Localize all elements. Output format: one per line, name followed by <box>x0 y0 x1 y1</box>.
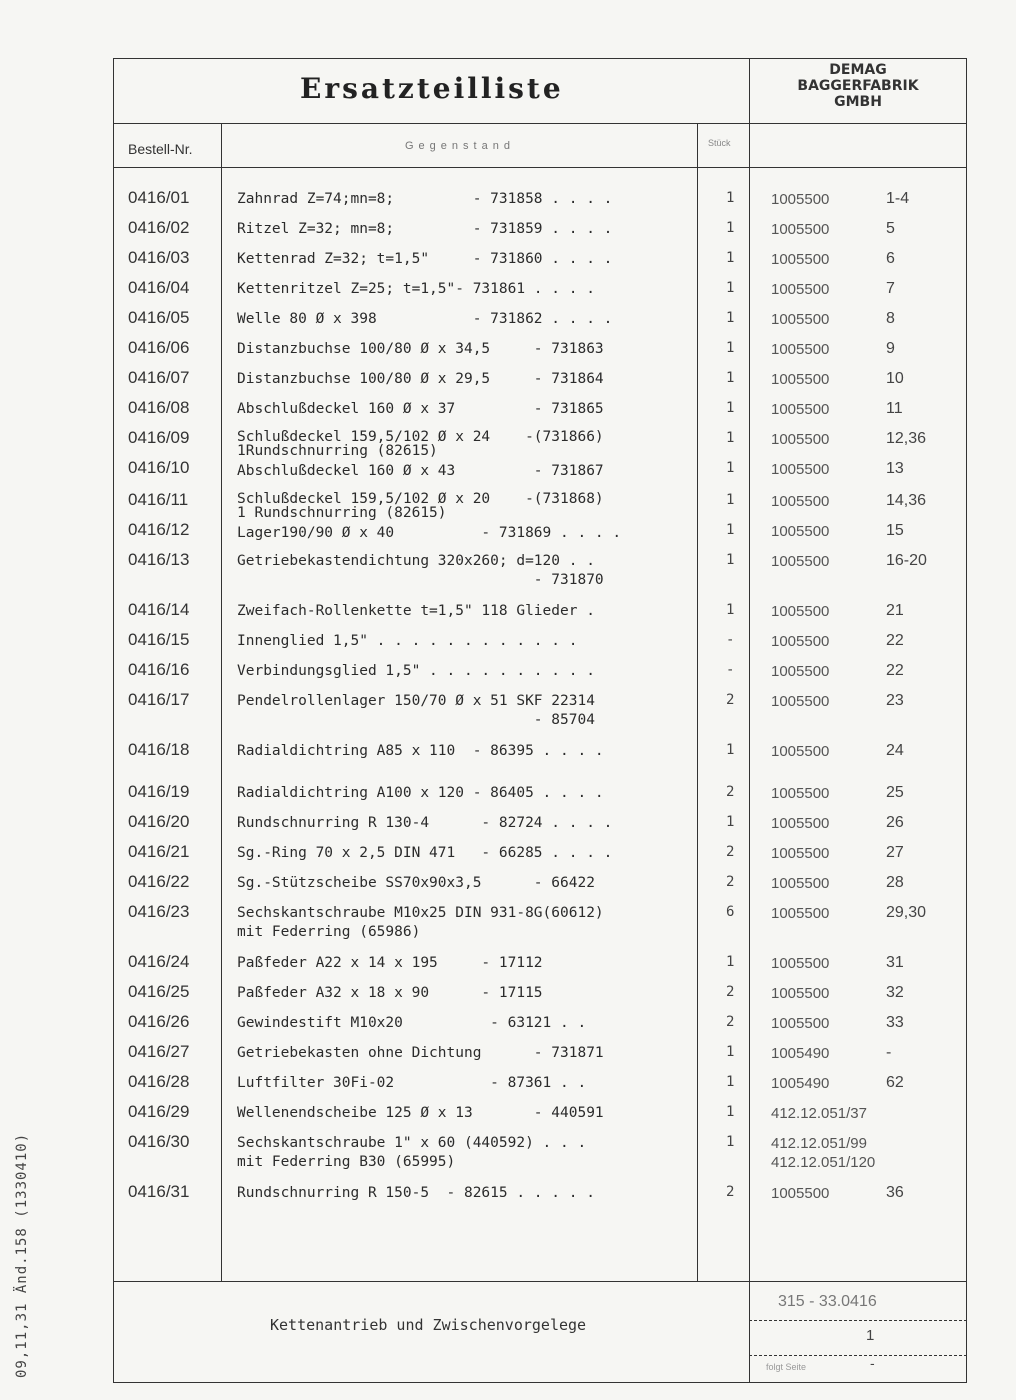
part-quantity: 2 <box>726 1014 735 1030</box>
table-row <box>0 1012 1016 1042</box>
table-row <box>0 338 1016 368</box>
part-number: 0416/03 <box>128 248 190 267</box>
part-number: 0416/24 <box>128 952 190 971</box>
table-row <box>0 1102 1016 1132</box>
part-quantity: 1 <box>726 400 735 416</box>
part-number: 0416/13 <box>128 550 190 569</box>
part-quantity: 1 <box>726 1074 735 1090</box>
table-row <box>0 902 1016 940</box>
part-position: 26 <box>886 814 904 831</box>
table-row <box>0 690 1016 728</box>
header-divider <box>113 123 967 124</box>
table-row <box>0 218 1016 248</box>
part-quantity: 2 <box>726 844 735 860</box>
part-reference: 1005500 <box>771 743 830 760</box>
column-header-gegenstand: Gegenstand <box>405 140 515 152</box>
part-reference: 1005500 <box>771 875 830 892</box>
part-position: 11 <box>886 400 903 417</box>
table-row <box>0 550 1016 588</box>
part-quantity: 1 <box>726 220 735 236</box>
table-row <box>0 1042 1016 1072</box>
part-description: Abschlußdeckel 160 Ø x 43 - 731867 <box>237 463 604 479</box>
part-position: 15 <box>886 522 904 539</box>
part-quantity: 6 <box>726 904 735 920</box>
part-description: Distanzbuchse 100/80 Ø x 29,5 - 731864 <box>237 371 604 387</box>
part-position: 6 <box>886 250 895 267</box>
part-position: 23 <box>886 692 904 709</box>
part-position: 16-20 <box>886 552 927 569</box>
part-position: 62 <box>886 1074 904 1091</box>
assembly-title: Kettenantrieb und Zwischenvorgelege <box>270 1316 587 1334</box>
part-position: 27 <box>886 844 904 861</box>
part-description: Innenglied 1,5" . . . . . . . . . . . . <box>237 633 578 649</box>
drawing-number: 315 - 33.0416 <box>778 1293 877 1310</box>
part-position: 32 <box>886 984 904 1001</box>
table-row <box>0 872 1016 902</box>
part-quantity: 1 <box>726 522 735 538</box>
part-number: 0416/12 <box>128 520 190 539</box>
part-quantity: 1 <box>726 280 735 296</box>
table-row <box>0 520 1016 550</box>
part-description: Radialdichtring A85 x 110 - 86395 . . . . <box>237 743 604 759</box>
part-position: 36 <box>886 1184 904 1201</box>
folgt-seite-value: - <box>870 1355 875 1371</box>
table-row <box>0 630 1016 660</box>
part-quantity: 1 <box>726 1044 735 1060</box>
part-quantity: 1 <box>726 190 735 206</box>
part-quantity: 2 <box>726 984 735 1000</box>
part-description: Zahnrad Z=74;mn=8; - 731858 . . . . <box>237 191 613 207</box>
part-position: 9 <box>886 340 895 357</box>
part-reference: 412.12.051/37 <box>771 1105 867 1122</box>
part-description: Schlußdeckel 159,5/102 Ø x 24 -(731866) 1Rundschnurring (82615) <box>237 429 604 459</box>
part-quantity: 1 <box>726 1134 735 1150</box>
part-reference: 1005500 <box>771 341 830 358</box>
table-row <box>0 188 1016 218</box>
part-number: 0416/20 <box>128 812 190 831</box>
table-row <box>0 1132 1016 1171</box>
part-number: 0416/31 <box>128 1182 190 1201</box>
column-header-bestell-nr: Bestell-Nr. <box>128 141 193 157</box>
part-quantity: 2 <box>726 692 735 708</box>
part-quantity: 2 <box>726 1184 735 1200</box>
part-position: - <box>886 1044 892 1061</box>
part-reference: 1005500 <box>771 371 830 388</box>
part-position: 13 <box>886 460 904 477</box>
part-quantity: 1 <box>726 460 735 476</box>
part-description: Sg.-Stützscheibe SS70x90x3,5 - 66422 <box>237 875 595 891</box>
part-description: Paßfeder A32 x 18 x 90 - 17115 <box>237 985 543 1001</box>
part-description: Verbindungsglied 1,5" . . . . . . . . . . <box>237 663 595 679</box>
part-position: 22 <box>886 632 904 649</box>
folgt-seite-label: folgt Seite <box>766 1362 807 1372</box>
part-number: 0416/02 <box>128 218 190 237</box>
part-number: 0416/05 <box>128 308 190 327</box>
part-reference: 1005500 <box>771 633 830 650</box>
part-description: Abschlußdeckel 160 Ø x 37 - 731865 <box>237 401 604 417</box>
table-row <box>0 1072 1016 1102</box>
part-description: Getriebekastendichtung 320x260; d=120 . . - 731870 <box>237 553 604 588</box>
part-reference: 1005500 <box>771 693 830 710</box>
sheet-number: 1 <box>866 1327 875 1344</box>
part-number: 0416/07 <box>128 368 190 387</box>
part-quantity: 1 <box>726 250 735 266</box>
part-reference: 1005500 <box>771 663 830 680</box>
part-position: 28 <box>886 874 904 891</box>
part-number: 0416/01 <box>128 188 190 207</box>
part-number: 0416/27 <box>128 1042 190 1061</box>
page-title: Ersatzteilliste <box>300 72 564 105</box>
table-row <box>0 490 1016 520</box>
part-reference: 1005500 <box>771 401 830 418</box>
part-reference: 1005500 <box>771 191 830 208</box>
part-description: Rundschnurring R 150-5 - 82615 . . . . . <box>237 1185 595 1201</box>
part-number: 0416/25 <box>128 982 190 1001</box>
part-number: 0416/30 <box>128 1132 190 1151</box>
table-row <box>0 952 1016 982</box>
part-description: Pendelrollenlager 150/70 Ø x 51 SKF 22314 - 85704 <box>237 693 595 728</box>
column-header-stueck: Stück <box>708 138 731 148</box>
part-reference: 1005500 <box>771 311 830 328</box>
part-description: Kettenritzel Z=25; t=1,5"- 731861 . . . . <box>237 281 595 297</box>
part-description: Schlußdeckel 159,5/102 Ø x 20 -(731868) 1 Rundschnurring (82615) <box>237 491 604 521</box>
table-row <box>0 428 1016 458</box>
part-number: 0416/15 <box>128 630 190 649</box>
part-position: 12,36 <box>886 430 927 447</box>
table-row <box>0 308 1016 338</box>
table-row <box>0 248 1016 278</box>
part-number: 0416/06 <box>128 338 190 357</box>
part-reference: 1005490 <box>771 1075 830 1092</box>
part-quantity: 1 <box>726 310 735 326</box>
part-number: 0416/10 <box>128 458 190 477</box>
table-row <box>0 782 1016 812</box>
part-position: 21 <box>886 602 904 619</box>
part-reference: 1005500 <box>771 1185 830 1202</box>
part-reference: 1005500 <box>771 955 830 972</box>
part-description: Gewindestift M10x20 - 63121 . . <box>237 1015 587 1031</box>
part-quantity: 1 <box>726 1104 735 1120</box>
part-quantity: 1 <box>726 954 735 970</box>
part-position: 10 <box>886 370 904 387</box>
part-position: 7 <box>886 280 895 297</box>
part-reference: 1005500 <box>771 251 830 268</box>
part-quantity: - <box>726 662 735 678</box>
part-number: 0416/26 <box>128 1012 190 1031</box>
part-reference: 1005500 <box>771 603 830 620</box>
part-reference: 1005500 <box>771 785 830 802</box>
part-position: 31 <box>886 954 904 971</box>
table-row <box>0 600 1016 630</box>
part-reference: 1005500 <box>771 985 830 1002</box>
part-position: 14,36 <box>886 492 927 509</box>
part-number: 0416/09 <box>128 428 190 447</box>
part-reference: 1005500 <box>771 221 830 238</box>
part-description: Radialdichtring A100 x 120 - 86405 . . . . <box>237 785 604 801</box>
part-reference: 1005490 <box>771 1045 830 1062</box>
part-number: 0416/17 <box>128 690 190 709</box>
part-number: 0416/08 <box>128 398 190 417</box>
part-reference: 1005500 <box>771 1015 830 1032</box>
part-quantity: 2 <box>726 874 735 890</box>
footer-sub-rule-1 <box>749 1320 967 1321</box>
part-position: 29,30 <box>886 904 927 921</box>
part-position: 8 <box>886 310 895 327</box>
part-description: Rundschnurring R 130-4 - 82724 . . . . <box>237 815 613 831</box>
part-description: Luftfilter 30Fi-02 - 87361 . . <box>237 1075 587 1091</box>
part-reference: 1005500 <box>771 493 830 510</box>
part-reference: 1005500 <box>771 461 830 478</box>
table-row <box>0 740 1016 770</box>
part-description: Paßfeder A22 x 14 x 195 - 17112 <box>237 955 543 971</box>
part-number: 0416/18 <box>128 740 190 759</box>
part-reference: 1005500 <box>771 523 830 540</box>
part-reference: 1005500 <box>771 845 830 862</box>
part-position: 5 <box>886 220 895 237</box>
table-row <box>0 842 1016 872</box>
table-row <box>0 458 1016 488</box>
margin-revision-note: 09,11,31 Änd.158 (1330410) <box>14 1132 30 1378</box>
part-position: 24 <box>886 742 904 759</box>
part-reference: 1005500 <box>771 281 830 298</box>
part-quantity: - <box>726 632 735 648</box>
part-quantity: 1 <box>726 602 735 618</box>
part-quantity: 1 <box>726 742 735 758</box>
part-number: 0416/16 <box>128 660 190 679</box>
part-position: 22 <box>886 662 904 679</box>
part-reference: 1005500 <box>771 905 830 922</box>
part-number: 0416/29 <box>128 1102 190 1121</box>
part-description: Kettenrad Z=32; t=1,5" - 731860 . . . . <box>237 251 613 267</box>
table-row <box>0 660 1016 690</box>
company-name: DEMAG BAGGERFABRIK GMBH <box>797 62 919 110</box>
part-description: Ritzel Z=32; mn=8; - 731859 . . . . <box>237 221 613 237</box>
part-quantity: 2 <box>726 784 735 800</box>
part-reference: 1005500 <box>771 815 830 832</box>
part-number: 0416/28 <box>128 1072 190 1091</box>
part-quantity: 1 <box>726 370 735 386</box>
part-quantity: 1 <box>726 430 735 446</box>
part-description: Welle 80 Ø x 398 - 731862 . . . . <box>237 311 613 327</box>
table-row <box>0 278 1016 308</box>
part-description: Lager190/90 Ø x 40 - 731869 . . . . <box>237 525 622 541</box>
part-description: Sechskantschraube M10x25 DIN 931-8G(60612) mit Federring (65986) <box>237 905 604 940</box>
part-description: Sg.-Ring 70 x 2,5 DIN 471 - 66285 . . . . <box>237 845 613 861</box>
part-description: Getriebekasten ohne Dichtung - 731871 <box>237 1045 604 1061</box>
part-quantity: 1 <box>726 552 735 568</box>
part-number: 0416/22 <box>128 872 190 891</box>
part-description: Zweifach-Rollenkette t=1,5" 118 Glieder . <box>237 603 595 619</box>
part-position: 33 <box>886 1014 904 1031</box>
column-header-divider <box>113 167 967 168</box>
footer-sub-rule-2 <box>749 1355 967 1356</box>
part-description: Distanzbuchse 100/80 Ø x 34,5 - 731863 <box>237 341 604 357</box>
part-number: 0416/23 <box>128 902 190 921</box>
part-number: 0416/04 <box>128 278 190 297</box>
table-row <box>0 1182 1016 1212</box>
part-reference: 412.12.051/99 412.12.051/120 <box>771 1135 876 1171</box>
part-quantity: 1 <box>726 340 735 356</box>
part-number: 0416/19 <box>128 782 190 801</box>
table-row <box>0 368 1016 398</box>
table-row <box>0 982 1016 1012</box>
table-row <box>0 398 1016 428</box>
part-position: 25 <box>886 784 904 801</box>
part-reference: 1005500 <box>771 553 830 570</box>
part-description: Sechskantschraube 1" x 60 (440592) . . . mit Federring B30 (65995) <box>237 1135 587 1170</box>
part-number: 0416/21 <box>128 842 190 861</box>
part-description: Wellenendscheibe 125 Ø x 13 - 440591 <box>237 1105 604 1121</box>
part-position: 1-4 <box>886 190 910 207</box>
part-reference: 1005500 <box>771 431 830 448</box>
footer-divider <box>113 1281 967 1282</box>
part-quantity: 1 <box>726 814 735 830</box>
part-number: 0416/14 <box>128 600 190 619</box>
table-row <box>0 812 1016 842</box>
part-number: 0416/11 <box>128 490 189 509</box>
part-quantity: 1 <box>726 492 735 508</box>
